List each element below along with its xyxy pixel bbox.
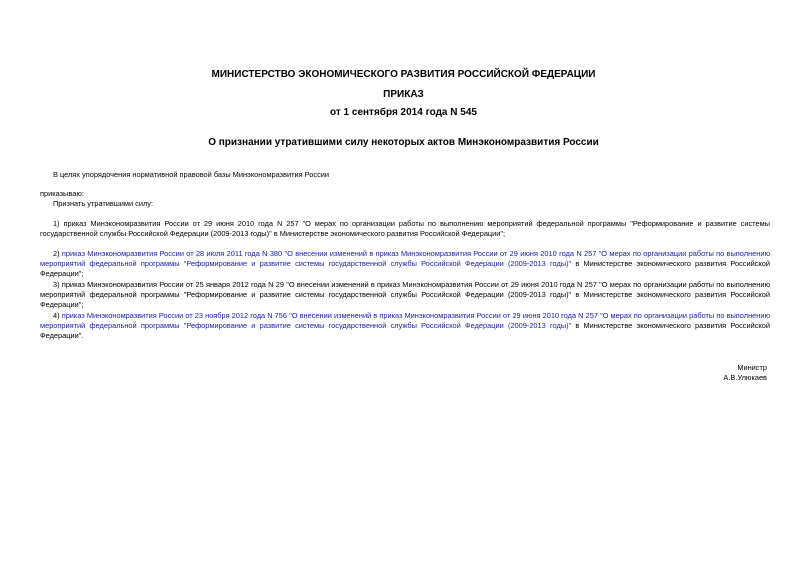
recognize-paragraph: Признать утратившими силу: — [53, 199, 154, 208]
list-item-2 — [40, 249, 770, 279]
list-item-3: 3) приказ Минэкономразвития России от 25 января 2012 года N 29 "О внесении изменений в приказ Минэкономразвития России от 29 июня 2010 года N 257 "О мерах по организации работы по выполнению мероприятий федеральной программы "Реформирование и развитие системы государственной службы Российской Федерации (2009-2013 годы)" в Министерстве экономического развития Российской Федерации"; — [40, 280, 770, 309]
list-item-4 — [40, 311, 770, 341]
list-item-4-link[interactable]: приказ Минэкономразвития России от 23 ноября 2012 года N 756 "О внесении изменений в приказ Минэкономразвития России от 29 июня 2010 года N 257 "О мерах по организации работы по выполнению мероприятий федеральной программы "Реформирование и развитие системы государственной службы Российской Федерации (2009-2013 годы)" — [40, 311, 771, 330]
document-title: О признании утратившими силу некоторых актов Минэкономразвития России — [208, 137, 599, 148]
intro-paragraph: В целях упорядочения нормативной правовой базы Минэкономразвития России — [53, 170, 330, 179]
order-word: приказываю: — [40, 189, 84, 198]
ministry-heading: МИНИСТЕРСТВО ЭКОНОМИЧЕСКОГО РАЗВИТИЯ РОССИЙСКОЙ ФЕДЕРАЦИИ — [211, 69, 596, 80]
list-item-4-prefix: 4) — [53, 311, 62, 320]
list-item-2-suffix: в Министерстве экономического развития Российской Федерации"; — [40, 259, 770, 278]
signatory-name: А.В.Улюкаев — [723, 373, 767, 382]
document-type-heading: ПРИКАЗ — [383, 89, 424, 100]
list-item-4-suffix: в Министерстве экономического развития Российской Федерации". — [40, 321, 770, 340]
document-date-number: от 1 сентября 2014 года N 545 — [330, 107, 477, 118]
signatory-position: Министр — [737, 363, 767, 372]
list-item-2-prefix: 2) — [53, 249, 62, 258]
list-item-2-link[interactable]: приказ Минэкономразвития России от 28 июля 2011 года N 380 "О внесении изменений в приказ Минэкономразвития России от 29 июня 2010 года N 257 "О мерах по организации работы по выполнению мероприятий федеральной программы "Реформирование и развитие системы государственной службы Российской Федерации (2009-2013 годы)" — [40, 249, 771, 268]
list-item-1: 1) приказ Минэкономразвития России от 29 июня 2010 года N 257 "О мерах по организации работы по выполнению мероприятий федеральной программы "Реформирование и развитие системы государственной службы Российской Федерации (2009-2013 годы)" в Министерстве экономического развития Российской Федерации"; — [40, 219, 770, 238]
